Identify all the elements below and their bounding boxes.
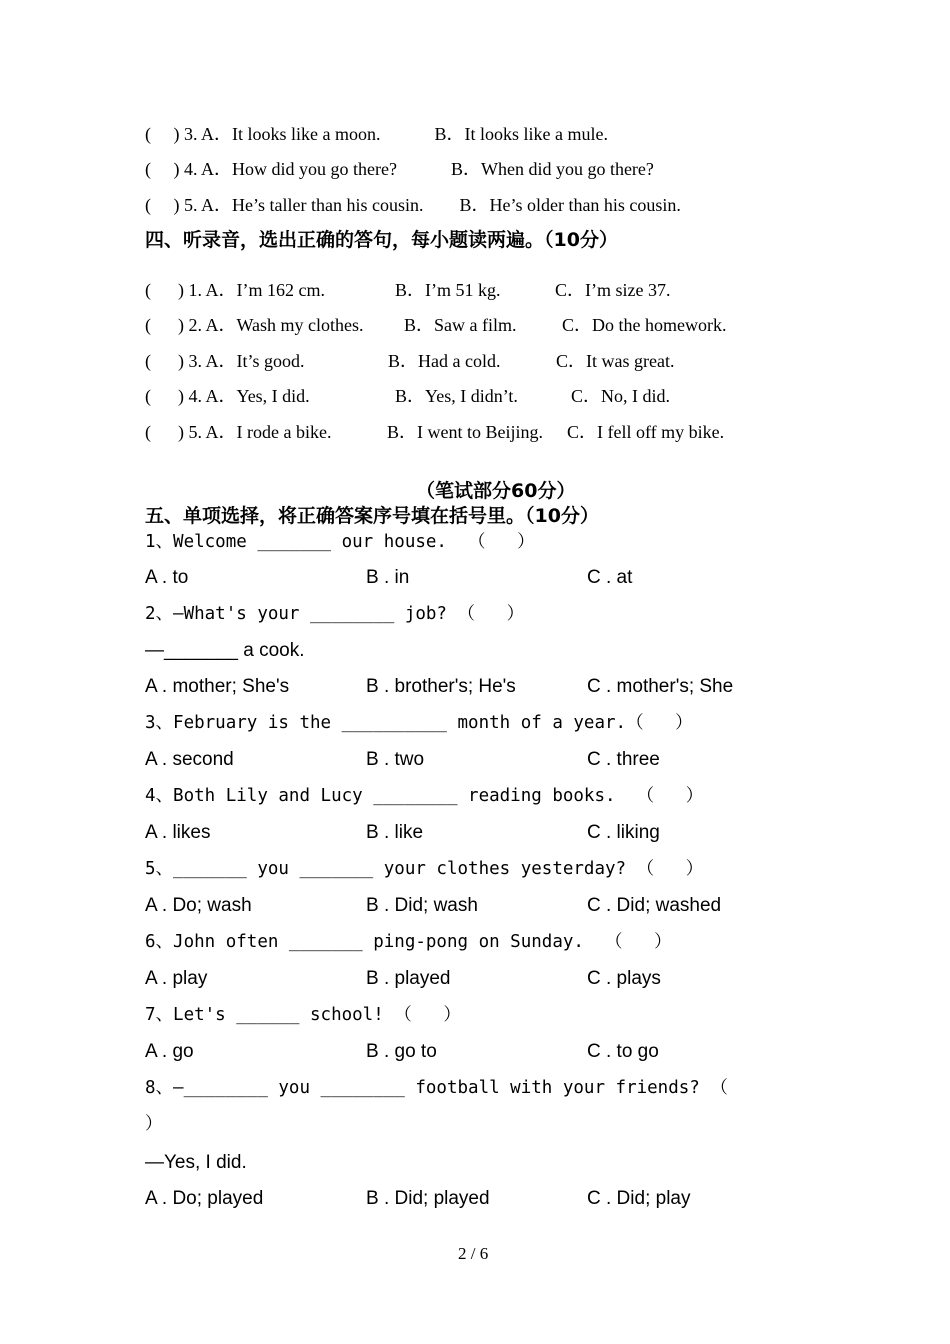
question-stem: 2、—What's your ________ job? （ ） (145, 604, 525, 624)
question-line: ( ) 1. A．I’m 162 cm. (145, 280, 325, 300)
option-c: C . Did; play (587, 1188, 691, 1209)
question-line: ( ) 4. A．Yes, I did. (145, 386, 310, 406)
option-c: C．No, I did. (571, 386, 670, 406)
option-b: B . Did; played (366, 1188, 490, 1209)
option-a: A . likes (145, 822, 211, 843)
question-stem: 8、—________ you ________ football with your friends? （ (145, 1078, 728, 1098)
question-stem: 4、Both Lily and Lucy ________ reading books. （ ） (145, 786, 704, 806)
option-c: C . at (587, 567, 633, 588)
option-c: C . Did; washed (587, 895, 722, 916)
option-a: A . Do; wash (145, 895, 252, 916)
question-stem: 1、Welcome _______ our house. （ ） (145, 532, 535, 552)
question-stem: 6、John often _______ ping-pong on Sunday. （ ） (145, 932, 672, 952)
option-b: B . like (366, 822, 424, 843)
option-c: C．I’m size 37. (555, 280, 671, 300)
option-b: B . brother's; He's (366, 676, 516, 697)
option-b: B . in (366, 567, 410, 588)
question-line: ( ) 4. A．How did you go there? B．When did you go there? (145, 159, 654, 179)
option-c: C . plays (587, 968, 661, 989)
option-b: B . two (366, 749, 425, 770)
option-c: C . liking (587, 822, 660, 843)
option-b: B . played (366, 968, 451, 989)
option-b: B．I’m 51 kg. (395, 280, 501, 300)
question-reply: —_______ a cook. (145, 640, 305, 661)
page-number: 2 / 6 (458, 1244, 489, 1263)
option-b: B . go to (366, 1041, 437, 1062)
option-b: B．I went to Beijing. (387, 422, 543, 442)
option-b: B．Yes, I didn’t. (395, 386, 518, 406)
section-heading: 四、听录音，选出正确的答句，每小题读两遍。（10分） (145, 229, 618, 251)
option-a: A . mother; She's (145, 676, 290, 697)
option-b: B．Saw a film. (404, 315, 517, 335)
option-c: C．I fell off my bike. (567, 422, 725, 442)
question-line: ( ) 3. A．It’s good. (145, 351, 305, 371)
option-c: C . three (587, 749, 660, 770)
option-c: C . to go (587, 1041, 659, 1062)
option-a: A . go (145, 1041, 194, 1062)
question-reply: —Yes, I did. (145, 1152, 247, 1173)
option-c: C . mother's; She (587, 676, 734, 697)
option-a: A . Do; played (145, 1188, 264, 1209)
question-line: ( ) 5. A．I rode a bike. (145, 422, 332, 442)
question-line: ( ) 3. A．It looks like a moon. B．It looks like a mule. (145, 124, 608, 144)
option-c: C．It was great. (556, 351, 675, 371)
question-line: ( ) 5. A．He’s taller than his cousin. B．He’s older than his cousin. (145, 195, 681, 215)
question-stem: 7、Let's ______ school! （ ） (145, 1005, 461, 1025)
question-stem: 3、February is the __________ month of a year.（ ） (145, 713, 693, 733)
question-stem: 5、_______ you _______ your clothes yesterday? （ ） (145, 859, 704, 879)
option-a: A . to (145, 567, 189, 588)
question-stem-continued: ） (145, 1114, 163, 1134)
option-a: A . second (145, 749, 234, 770)
option-a: A . play (145, 968, 208, 989)
question-line: ( ) 2. A．Wash my clothes. (145, 315, 364, 335)
section-heading: 五、单项选择，将正确答案序号填在括号里。（10分） (145, 505, 599, 527)
option-b: B . Did; wash (366, 895, 478, 916)
option-b: B．Had a cold. (388, 351, 501, 371)
option-c: C．Do the homework. (562, 315, 727, 335)
written-part-title: （笔试部分60分） (416, 480, 576, 502)
